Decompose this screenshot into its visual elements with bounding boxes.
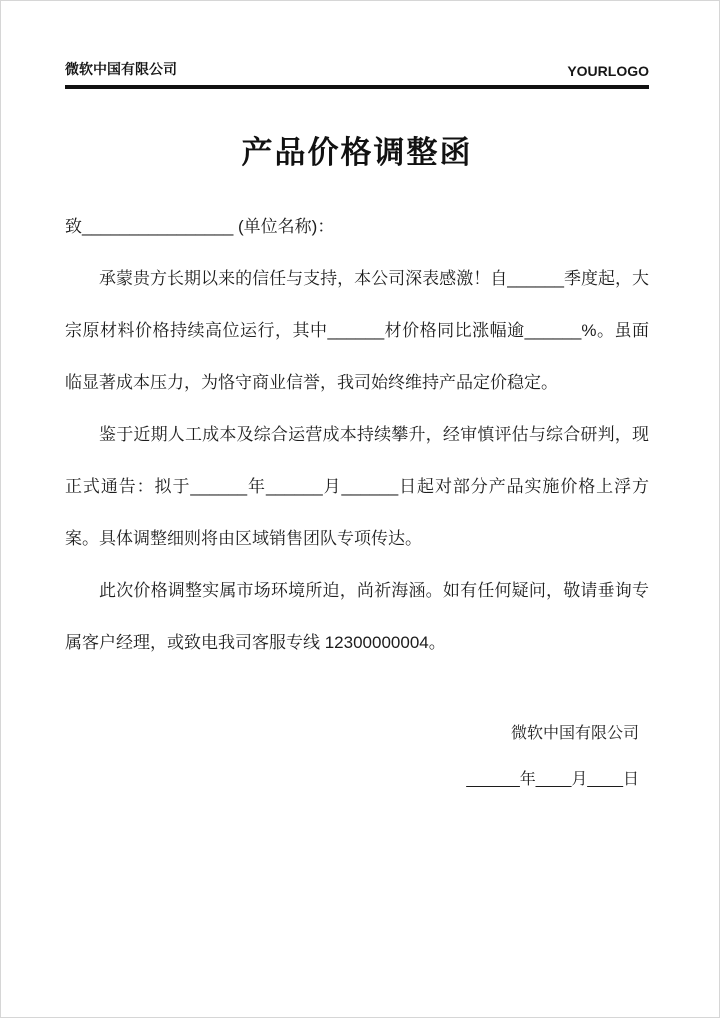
body-paragraph-3: 此次价格调整实属市场环境所迫，尚祈海涵。如有任何疑问，敬请垂询专属客户经理，或致电我司客服专线 12300000004。 — [65, 581, 649, 652]
document-title: 产品价格调整函 — [241, 135, 473, 170]
signature-block — [65, 711, 649, 803]
body-paragraph-1: 承蒙贵方长期以来的信任与支持，本公司深表感激！自______季度起，大宗原材料价格持续高位运行，其中______材价格同比涨幅逾______%。虽面临显著成本压力，为恪守商业信誉，我司始终维持产品定价稳定。 — [65, 269, 649, 392]
signature-company: 微软中国有限公司 — [510, 725, 639, 742]
header-logo: YOURLOGO — [567, 63, 649, 79]
header-company-name: 微软中国有限公司 — [65, 61, 177, 77]
body-paragraph-2: 鉴于近期人工成本及综合运营成本持续攀升，经审慎评估与综合研判，现正式通告：拟于______年______月______日起对部分产品实施价格上浮方案。具体调整细则将由区域销售团队专项传达。 — [65, 425, 649, 548]
signature-date: ______年____月____日 — [466, 771, 639, 788]
document-header — [65, 59, 649, 89]
salutation-line: 致________________ (单位名称)： — [65, 217, 335, 236]
